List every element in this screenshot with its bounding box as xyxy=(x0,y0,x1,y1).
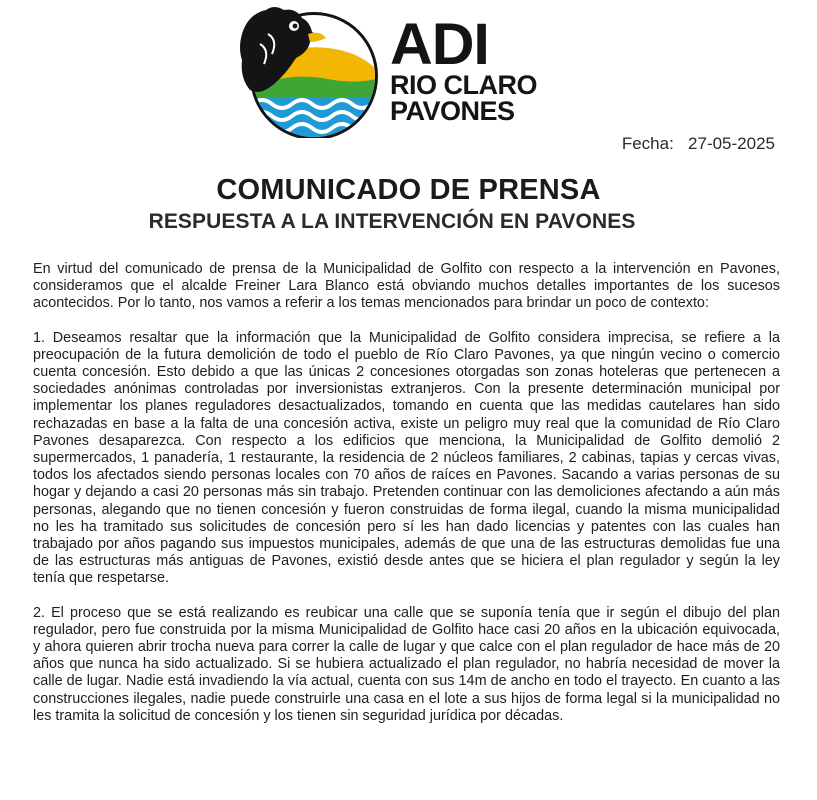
paragraph-intro: En virtud del comunicado de prensa de la Municipalidad de Golfito con respecto a la intervención en Pavones, consideramos que el alcalde Freiner Lara Blanco está obviando muchos detalles importantes de los sucesos acontecidos. Por lo tanto, nos vamos a referir a los temas mencionados para brindar un poco de contexto: xyxy=(33,261,780,312)
date-line xyxy=(622,134,775,154)
paragraph-point-1: 1. Deseamos resaltar que la información que la Municipalidad de Golfito considera imprecisa, se refiere a la preocupación de la futura demolición de todo el pueblo de Río Claro Pavones, ya que ningún vecino o comercio cuenta concesión. Esto debido a que las únicas 2 concesiones otorgadas son zonas hoteleras que pertenecen a sociedades anónimas controladas por inversionistas extranjeros. Con la presente determinación municipal por implementar los planes reguladores desactualizados, tomando en cuenta que las medidas cautelares han sido rechazadas en base a la falta de una concesión activa, existe un peligro muy real que la comunidad de Río Claro Pavones desaparezca. Con respecto a los edificios que menciona, la Municipalidad de Golfito demolió 2 supermercados, 1 panadería, 1 restaurante, la residencia de 2 núcleos familiares, 2 cabinas, tapias y cercas vivas, todos los afectados siendo personas locales con 70 años de raíces en Pavones. Sacando a varias personas de su hogar y dejando a casi 20 personas más sin trabajo. Pretenden continuar con las demoliciones afectando a aún más personas, alegando que no tienen concesión y fueron construidas de forma ilegal, cuando la misma municipalidad no les ha tramitado sus solicitudes de concesión pero sí les han dado licencias y patentes con las cuales han trabajado por años pagando sus impuestos municipales, además de que una de las estructuras demolidas fue una de las estructuras más antiguas de Pavones, existió desde antes que se hiciera el plan regulador y según la ley tenía que respetarse. xyxy=(33,329,780,587)
logo-name: ADI xyxy=(390,12,489,77)
paragraph-point-2: 2. El proceso que se está realizando es reubicar una calle que se suponía tenía que ir según el dibujo del plan regulador, pero fue construida por la misma Municipalidad de Golfito hace casi 20 años en la ubicación equivocada, y ahora quieren abrir trocha nueva para correr la calle de lugar y que calce con el plan regulador de hace más de 20 años que nunca ha sido actualizado. Si se hubiera actualizado el plan regulador, no habría necesidad de mover la calle de lugar. Nadie está invadiendo la vía actual, cuenta con sus 14m de ancho en todo el trayecto. En cuanto a las construcciones ilegales, nadie puede construirle una casa en el lote a sus hijos de forma legal si la municipalidad no les tramita la solicitud de concesión y los tienen sin seguridad jurídica por décadas. xyxy=(33,604,780,724)
logo-line-2: PAVONES xyxy=(390,96,515,126)
body-text xyxy=(33,261,780,742)
date-label: Fecha: xyxy=(621,134,674,153)
bird-emblem-icon xyxy=(238,4,380,138)
page-title: COMUNICADO DE PRENSA xyxy=(216,174,601,206)
logo-line-1: RIO CLARO xyxy=(390,70,537,100)
logo-wordmark xyxy=(390,12,540,126)
adi-logo xyxy=(238,4,538,138)
date-value: 27-05-2025 xyxy=(688,134,775,153)
page-subtitle: RESPUESTA A LA INTERVENCIÓN EN PAVONES xyxy=(148,210,636,233)
